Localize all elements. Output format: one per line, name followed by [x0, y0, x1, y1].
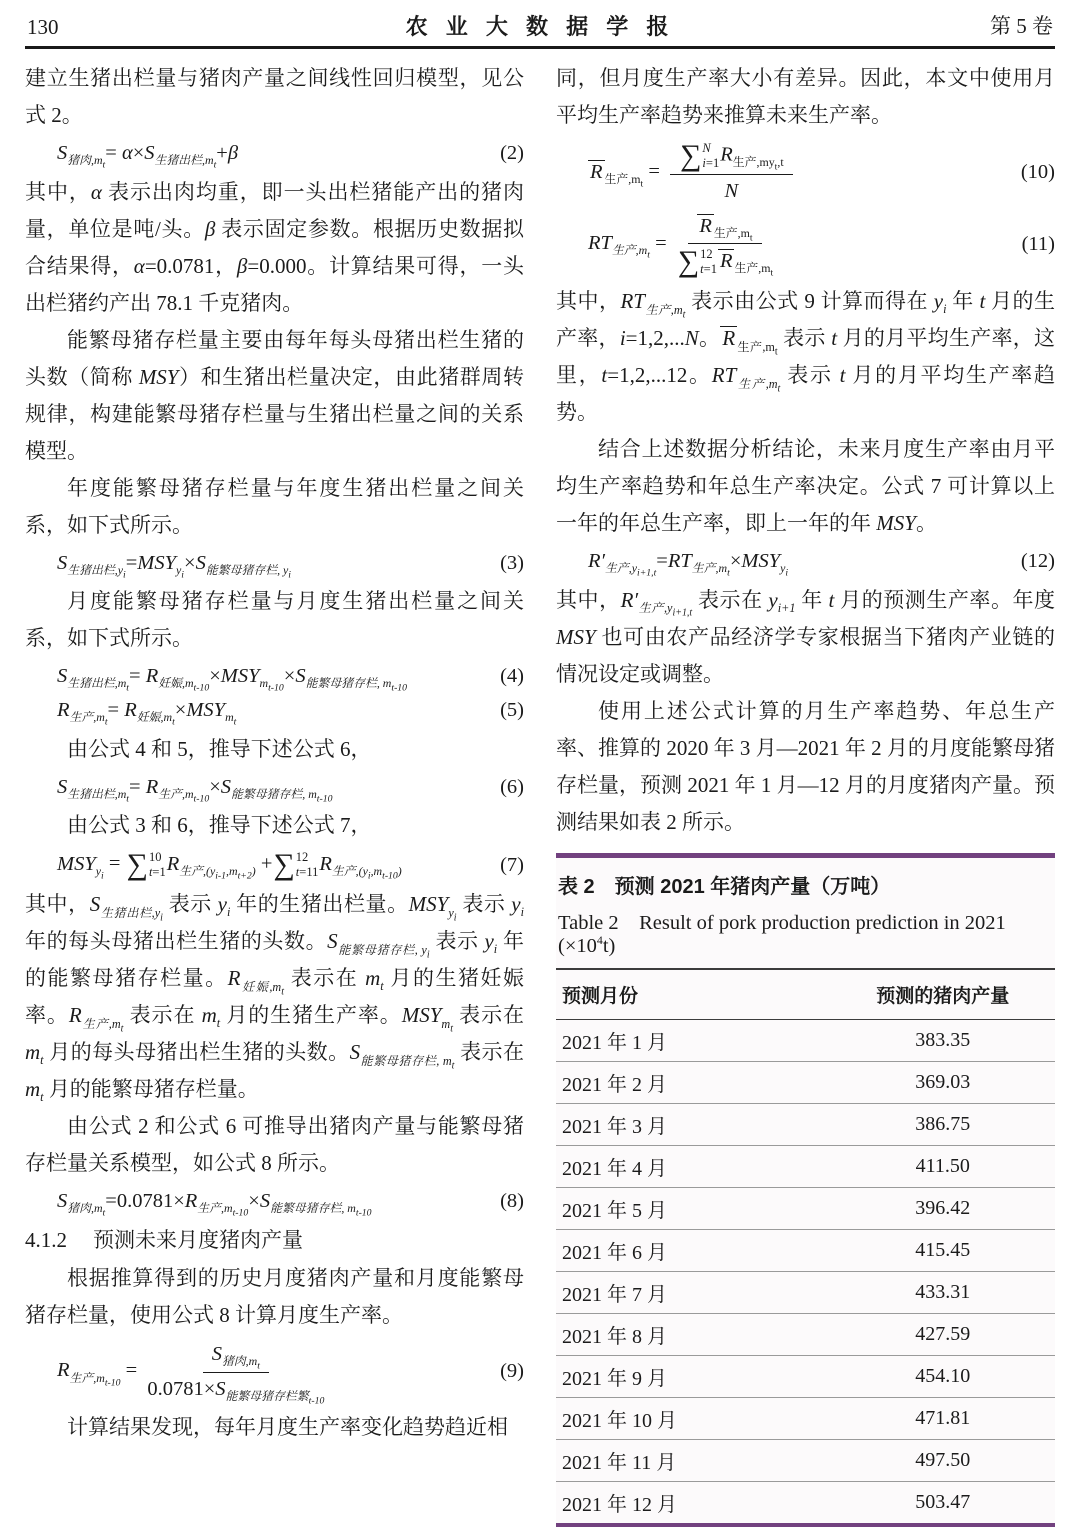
value-cell: 369.03: [915, 1070, 971, 1093]
paragraph: 使用上述公式计算的月生产率趋势、年总生产率、推算的 2020 年 3 月—2021 年 2 月的月度能繁母猪存栏量，预测 2021 年 1 月—12 月的月度猪肉产量。预测结果如表 2 所示。: [556, 699, 1055, 835]
paragraph: 其中，α 表示出肉均重，即一头出栏猪能产出的猪肉量，单位是吨/头。β 表示固定参数。根据历史数据拟合结果得，α=0.0781，β=0.000。计算结果可得，一头出栏猪约产出 78.1 千克猪肉。: [25, 179, 525, 315]
two-column-body: [25, 60, 1055, 1527]
equation: $RT_{生产,m_t}$ = R $_{生产,m_t}$ ∑ 12 t=1 R $_{生产,m_t}$ (11): [556, 212, 1055, 278]
value-cell: 454.10: [915, 1364, 971, 1387]
value-cell: 415.45: [915, 1238, 971, 1261]
equation: $R_{生产,m_{t-10}}$ = $\frac{S_{猪肉,m_t}}{0.0781\times S_{能繁母猪存栏繁_{t-10}}}$ (9): [25, 1340, 524, 1403]
paragraph: 同，但月度生产率大小有差异。因此，本文中使用月平均生产率趋势来推算未来生产率。: [556, 66, 1055, 127]
equation-number: (8): [500, 1190, 524, 1213]
paragraph: 年度能繁母猪存栏量与年度生猪出栏量之间关系，如下式所示。: [25, 475, 524, 537]
value-cell: 411.50: [915, 1154, 970, 1177]
table-2: [556, 853, 1055, 1527]
equation-number: (5): [500, 699, 524, 722]
right-column-text: [556, 60, 1055, 841]
month-cell: 2021 年 7 月: [562, 1283, 667, 1306]
equation-number: (10): [1020, 161, 1055, 183]
equation-number: (3): [500, 551, 524, 574]
equation: $S_{生猪出栏,m_t}= R_{妊娠,m_{t-10}}\times MSY_{m_{t-10}}\times S_{能繁母猪存栏, m_{t-10}}$ (4): [57, 665, 524, 694]
value-cell: 427.59: [915, 1322, 971, 1345]
table-row: [556, 1103, 1055, 1145]
page-number: 130: [27, 15, 59, 39]
month-cell: 2021 年 11 月: [562, 1451, 677, 1474]
value-cell: 503.47: [915, 1490, 971, 1513]
table-row: [556, 1397, 1055, 1439]
table-row: [556, 1439, 1055, 1481]
month-cell: 2021 年 5 月: [562, 1199, 667, 1222]
paragraph: 计算结果发现，每年月度生产率变化趋势趋近相: [67, 1415, 508, 1440]
paragraph: 由公式 4 和 5，推导下述公式 6，: [67, 736, 372, 761]
equation: $MSY_{y_i}$ = ∑ 10 t=1 $R_{生产,(y_{i-1},m_{t+2})}$ + ∑ 12 t=11 $R_{生产,(y_i,m_{t-10})}$ (7): [57, 848, 524, 882]
equation-number: (4): [500, 665, 524, 688]
journal-title: 农 业 大 数 据 学 报: [405, 14, 675, 39]
equation-number: (11): [1021, 232, 1055, 255]
paragraph: 其中，$RT_{生产,m_t}$ 表示由公式 9 计算而得在 $y_i$ 年 t 月的生产率，i=1,2,...N。R $_{生产,m_t}$ 表示 t 月的月平均生产率，这里，t=1,2,...12。$RT_{生产,m_t}$ 表示 t 月的月平均生产率趋势。: [556, 289, 1056, 425]
table-row: [556, 1145, 1055, 1187]
month-cell: 2021 年 2 月: [562, 1073, 667, 1096]
table-body: [556, 1019, 1055, 1523]
equation: $S_{猪肉,m_t}=0.0781\times R_{生产,m_{t-10}}\times S_{能繁母猪存栏, m_{t-10}}$ (8): [57, 1190, 524, 1219]
month-cell: 2021 年 9 月: [562, 1367, 667, 1390]
paragraph: 能繁母猪存栏量主要由每年每头母猪出栏生猪的头数（简称 MSY）和生猪出栏量决定，由此猪群周转规律，构建能繁母猪存栏量与生猪出栏量之间的关系模型。: [25, 327, 524, 463]
equation-number: (9): [500, 1359, 524, 1382]
column-header-prediction: 预测的猪肉产量: [876, 985, 1010, 1007]
table-row: [556, 1229, 1055, 1271]
table-caption-zh: 表 2 预测 2021 年猪肉产量（万吨）: [558, 875, 891, 898]
value-cell: 497.50: [915, 1448, 971, 1471]
volume-label: 第 5 卷: [990, 14, 1053, 38]
value-cell: 386.75: [915, 1112, 971, 1135]
paragraph: 月度能繁母猪存栏量与月度生猪出栏量之间关系，如下式所示。: [25, 589, 524, 651]
equation: $R'_{生产,y_{i+1,t}}=RT_{生产,m_t}\times MSY_{y_i}$ (12): [588, 550, 1055, 579]
month-cell: 2021 年 3 月: [562, 1115, 667, 1138]
column-header-month: 预测月份: [562, 985, 639, 1007]
equation: $R_{生产,m_t}= R_{妊娠,m_t}\times MSY_{m_t}$ (5): [57, 699, 524, 728]
equation-number: (12): [1020, 550, 1055, 573]
month-cell: 2021 年 10 月: [562, 1409, 677, 1432]
paragraph: 根据推算得到的历史月度猪肉产量和月度能繁母猪存栏量，使用公式 8 计算月度生产率。: [25, 1266, 524, 1328]
month-cell: 2021 年 1 月: [562, 1031, 667, 1054]
equation: $S_{猪肉,m_t}= \alpha\times S_{生猪出栏,m_t}+\beta$ (2): [57, 142, 524, 171]
paragraph: 建立生猪出栏量与猪肉产量之间线性回归模型，见公式 2。: [25, 66, 524, 127]
table-bottom-rule: [556, 1523, 1055, 1527]
month-cell: 2021 年 12 月: [562, 1493, 677, 1516]
equation: $S_{生猪出栏,y_i}=MSY_{y_i}\times S_{能繁母猪存栏, y_i}$ (3): [57, 551, 524, 581]
equation-number: (2): [500, 142, 524, 164]
paragraph: 其中，$S_{生猪出栏,y_i}$ 表示 $y_i$ 年的生猪出栏量。$MSY_{y_i}$ 表示 $y_i$ 年的每头母猪出栏生猪的头数。$S_{能繁母猪存栏, y_i}$ 表示 $y_i$ 年的能繁母猪存栏量。$R_{妊娠,m_t}$ 表示在 $m_t$ 月的生猪妊娠率。$R_{生产,m_t}$ 表示在 $m_t$ 月的生猪生产率。$MSY_{m_t}$ 表示在 $m_t$ 月的每头母猪出栏生猪的头数。$S_{能繁母猪存栏, m_t}$ 表示在 $m_t$ 月的能繁母猪存栏量。: [25, 892, 525, 1105]
equation: $S_{生猪出栏,m_t}= R_{生产,m_{t-10}}\times S_{能繁母猪存栏, m_{t-10}}$ (6): [57, 775, 524, 805]
value-cell: 471.81: [915, 1406, 971, 1429]
table-row: [556, 1061, 1055, 1103]
prediction-table: [556, 968, 1055, 1523]
left-column: [25, 60, 524, 1527]
value-cell: 433.31: [915, 1280, 971, 1303]
table-head: [556, 969, 1055, 1020]
equation-number: (6): [500, 775, 524, 798]
subsection-heading: 4.1.2 预测未来月度猪肉产量: [25, 1228, 303, 1253]
table-row: [556, 1019, 1055, 1061]
equation-number: (7): [500, 853, 524, 876]
table-row: [556, 1271, 1055, 1313]
table-caption-en: Table 2 Result of pork production prediction in 2021 $(\times 10^4t)$: [558, 911, 1006, 957]
paragraph: 其中，$R'_{生产,y_{i+1,t}}$ 表示在 $y_{i+1}$ 年 t 月的预测生产率。年度 MSY 也可由农产品经济学专家根据当下猪肉产业链的情况设定或调整。: [556, 588, 1056, 687]
equation: R $_{生产,m_t}$ = ∑ N i=1 $R_{生产,my_t,t}$ N (10): [590, 139, 1055, 202]
table-row: [556, 1187, 1055, 1229]
value-cell: 396.42: [915, 1196, 971, 1219]
value-cell: 383.35: [915, 1028, 971, 1051]
month-cell: 2021 年 4 月: [562, 1157, 667, 1180]
paragraph: 结合上述数据分析结论，未来月度生产率由月平均生产率趋势和年总生产率决定。公式 7 可计算以上一年的年总生产率，即上一年的年 MSY。: [556, 437, 1055, 536]
table-row: [556, 1313, 1055, 1355]
paragraph: 由公式 2 和公式 6 可推导出猪肉产量与能繁母猪存栏量关系模型，如公式 8 所示。: [25, 1114, 524, 1176]
table-row: [556, 1481, 1055, 1523]
running-head: [25, 8, 1055, 49]
paragraph: 由公式 3 和 6，推导下述公式 7，: [67, 813, 372, 838]
month-cell: 2021 年 8 月: [562, 1325, 667, 1348]
month-cell: 2021 年 6 月: [562, 1241, 667, 1264]
table-row: [556, 1355, 1055, 1397]
right-column: [556, 60, 1055, 1527]
